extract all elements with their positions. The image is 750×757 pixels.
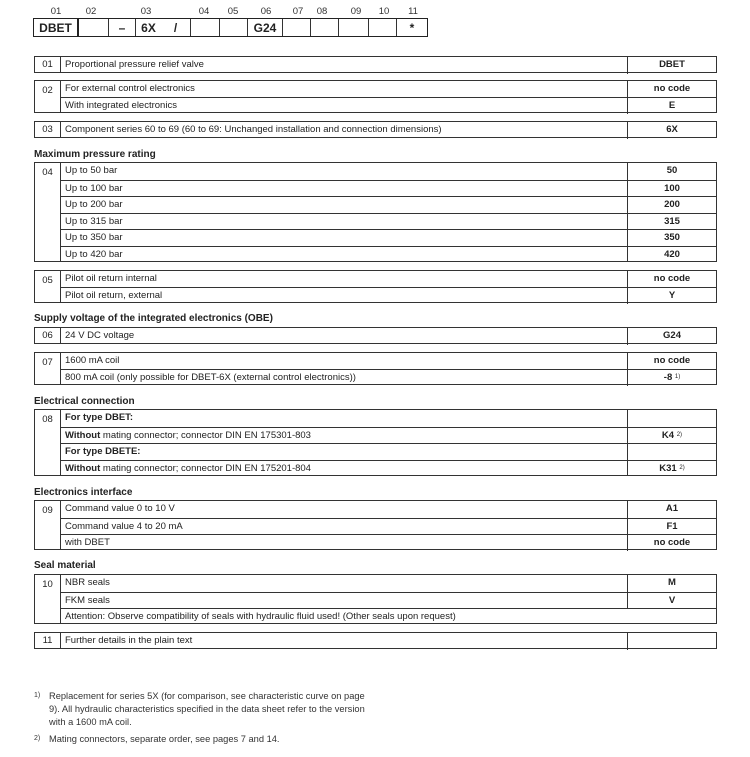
table-row <box>61 369 716 386</box>
row-code <box>627 428 716 444</box>
table-row <box>61 57 716 74</box>
row-text: Up to 420 bar <box>65 248 123 260</box>
code-value: K31 <box>659 462 677 474</box>
section-03 <box>34 121 717 138</box>
table-row <box>61 81 716 98</box>
table-row <box>61 410 716 427</box>
row-text: Pilot oil return internal <box>65 273 157 284</box>
row-code: M <box>627 575 716 592</box>
section-number: 01 <box>35 57 61 72</box>
row-text-bold: Without <box>65 429 101 441</box>
code-cell-07 <box>283 19 311 36</box>
code-cell-slash: / <box>161 19 191 36</box>
row-text-bold: Without <box>65 462 101 474</box>
section-number: 03 <box>35 122 61 137</box>
section-10 <box>34 574 717 624</box>
row-text: With integrated electronics <box>65 100 177 111</box>
row-code: 350 <box>627 230 716 246</box>
position-05: 05 <box>227 6 239 17</box>
row-text: 24 V DC voltage <box>65 330 135 341</box>
section-05 <box>34 270 717 303</box>
footnote-ref: 2) <box>679 464 685 471</box>
row-text-rest: mating connector; connector DIN EN 175301-803 <box>100 429 311 441</box>
table-row <box>61 633 716 650</box>
table-row <box>61 460 716 477</box>
table-row <box>61 608 716 625</box>
table-row <box>61 97 716 114</box>
row-code: 50 <box>627 163 716 180</box>
table-row <box>61 427 716 444</box>
row-code: DBET <box>627 57 716 74</box>
row-code <box>627 633 716 650</box>
row-text-rest: mating connector; connector DIN EN 175201-804 <box>100 462 311 474</box>
position-10: 10 <box>378 6 390 17</box>
row-code: F1 <box>627 519 716 535</box>
row-text: Attention: Observe compatibility of seals with hydraulic fluid used! (Other seals upon request) <box>65 611 456 622</box>
table-row <box>61 518 716 535</box>
row-code: 315 <box>627 214 716 230</box>
row-text: Command value 4 to 20 mA <box>65 520 183 532</box>
code-cell-dash: – <box>109 19 136 36</box>
code-cell-03: 6X <box>141 20 156 35</box>
section-02 <box>34 80 717 113</box>
code-cell-04 <box>191 19 220 36</box>
row-code <box>627 444 716 460</box>
table-row <box>61 534 716 551</box>
section-number: 10 <box>35 575 61 623</box>
section-11 <box>34 632 717 649</box>
code-cell-09 <box>339 19 369 36</box>
row-text <box>65 461 311 477</box>
row-text: NBR seals <box>65 577 110 588</box>
section-number: 09 <box>35 501 61 549</box>
section-heading: Seal material <box>34 560 96 571</box>
row-text: Further details in the plain text <box>65 635 193 646</box>
section-number: 05 <box>35 271 61 302</box>
table-row <box>61 287 716 304</box>
position-02: 02 <box>85 6 97 17</box>
section-heading: Electrical connection <box>34 396 135 407</box>
row-code: no code <box>627 535 716 551</box>
table-row <box>61 592 716 609</box>
code-cell-02 <box>79 19 109 36</box>
row-text: Up to 50 bar <box>65 165 118 176</box>
row-code: 6X <box>627 122 716 139</box>
table-row <box>61 229 716 246</box>
row-text: Up to 200 bar <box>65 199 123 210</box>
row-text: 800 mA coil (only possible for DBET-6X (external control electronics)) <box>65 372 356 383</box>
position-04: 04 <box>198 6 210 17</box>
section-number: 02 <box>35 81 61 112</box>
position-11: 11 <box>408 6 418 17</box>
section-heading: Supply voltage of the integrated electronics (OBE) <box>34 313 273 324</box>
table-row <box>61 213 716 230</box>
section-09 <box>34 500 717 550</box>
table-row <box>61 196 716 213</box>
code-value: K4 <box>661 429 675 441</box>
row-text: For type DBET: <box>65 412 134 423</box>
row-text: Up to 100 bar <box>65 182 123 194</box>
position-08: 08 <box>316 6 328 17</box>
table-row <box>61 163 716 180</box>
footnote-text: Replacement for series 5X (for comparison, see characteristic curve on page 9). All hydraulic characteristics specified in the data sheet refer to the version with a 1600 mA coil. <box>49 691 365 727</box>
row-text: Component series 60 to 69 (60 to 69: Unchanged installation and connection dimensions) <box>65 124 442 135</box>
code-cell-10 <box>369 19 397 36</box>
section-number: 08 <box>35 410 61 475</box>
footnote-ref: 2) <box>676 431 683 438</box>
row-code: no code <box>627 353 716 370</box>
code-value: -8 <box>663 372 673 383</box>
section-number: 11 <box>35 633 61 648</box>
table-row <box>61 353 716 370</box>
section-08 <box>34 409 717 476</box>
row-text: Up to 350 bar <box>65 232 123 243</box>
section-heading: Electronics interface <box>34 487 133 498</box>
table-row <box>61 328 716 345</box>
ordering-code-box <box>33 18 428 37</box>
section-heading: Maximum pressure rating <box>34 149 156 160</box>
position-03: 03 <box>140 6 152 17</box>
row-code: no code <box>627 271 716 288</box>
section-06 <box>34 327 717 344</box>
code-cell-06: G24 <box>248 19 283 36</box>
row-text: 1600 mA coil <box>65 355 120 366</box>
table-row <box>61 501 716 518</box>
code-cell-11: * <box>409 20 415 35</box>
row-code: E <box>627 98 716 114</box>
row-text: For type DBETE: <box>65 446 141 457</box>
position-07: 07 <box>292 6 304 17</box>
row-code: A1 <box>627 501 716 518</box>
position-numbers <box>0 6 450 18</box>
row-code: 200 <box>627 197 716 213</box>
row-text: Up to 315 bar <box>65 215 123 227</box>
section-07 <box>34 352 717 385</box>
row-text: Pilot oil return, external <box>65 290 163 301</box>
footnote-text: Mating connectors, separate order, see pages 7 and 14. <box>49 734 280 744</box>
section-number: 06 <box>35 328 61 343</box>
code-cell-05 <box>220 19 248 36</box>
row-code: no code <box>627 81 716 98</box>
section-01 <box>34 56 717 73</box>
row-code <box>627 370 716 386</box>
section-number: 04 <box>35 163 61 261</box>
row-text: For external control electronics <box>65 83 195 94</box>
section-04 <box>34 162 717 262</box>
row-code: Y <box>627 288 716 304</box>
row-text: with DBET <box>65 537 110 548</box>
footnote-mark: 2) <box>34 735 41 742</box>
row-code: V <box>627 593 716 609</box>
section-number: 07 <box>35 353 61 384</box>
position-06: 06 <box>260 6 272 17</box>
footnote-2 <box>34 733 374 747</box>
row-code: 100 <box>627 181 716 197</box>
footnote-1 <box>34 690 374 730</box>
table-row <box>61 122 716 139</box>
table-row <box>61 180 716 197</box>
table-row <box>61 246 716 263</box>
table-row <box>61 575 716 592</box>
row-text: Command value 0 to 10 V <box>65 503 175 514</box>
position-09: 09 <box>350 6 362 17</box>
position-01: 01 <box>50 6 62 17</box>
row-text: Proportional pressure relief valve <box>65 59 204 70</box>
footnote-ref: 1) <box>674 374 681 380</box>
row-code: G24 <box>627 328 716 345</box>
footnote-mark: 1) <box>34 692 41 699</box>
table-row <box>61 443 716 460</box>
row-text <box>65 428 311 444</box>
row-text: FKM seals <box>65 594 110 606</box>
code-cell-08 <box>311 19 339 36</box>
table-row <box>61 271 716 288</box>
row-code: 420 <box>627 247 716 263</box>
row-code <box>627 410 716 427</box>
row-code <box>627 461 716 477</box>
code-cell-01: DBET <box>34 19 79 36</box>
